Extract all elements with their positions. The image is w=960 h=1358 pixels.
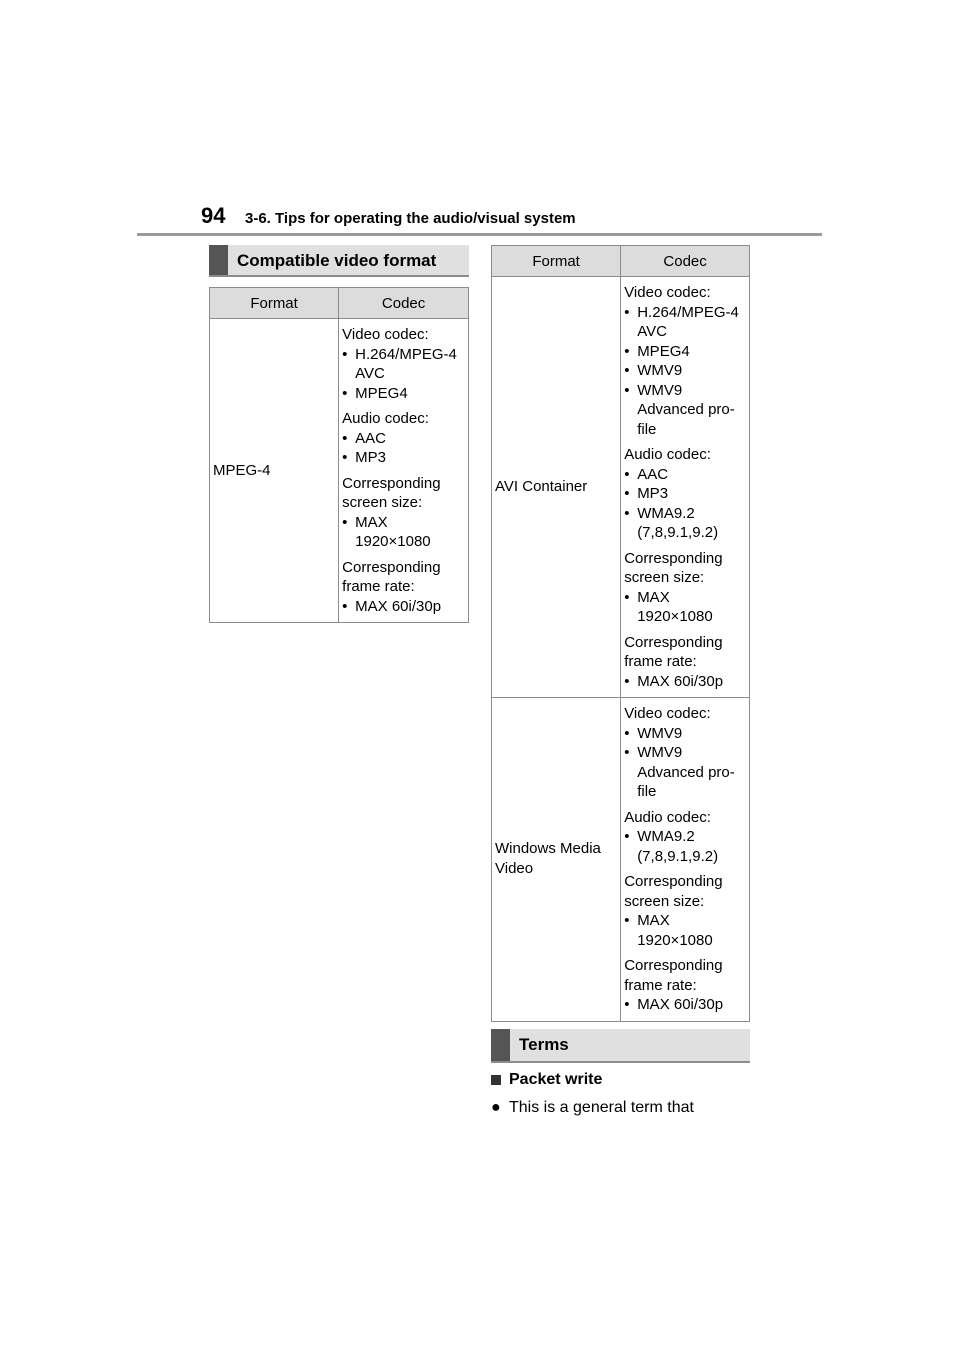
codec-group-label: Corresponding screen size:	[342, 474, 441, 511]
packet-write-title: Packet write	[509, 1071, 603, 1088]
codec-bullet-list	[624, 995, 745, 1015]
codec-group	[342, 409, 464, 468]
codec-column-header: Codec	[339, 288, 469, 319]
codec-group	[342, 325, 464, 403]
list-item: • MPEG4	[624, 342, 745, 362]
codec-cell	[339, 319, 469, 623]
page-number: 94	[201, 203, 226, 228]
terms-heading	[491, 1029, 750, 1063]
codec-group-label: Audio codec:	[624, 808, 711, 826]
codec-group-label: Corresponding frame rate:	[342, 558, 441, 595]
codec-bullet-list	[342, 597, 464, 617]
list-item: • MAX 1920×1080	[624, 911, 745, 950]
table-row	[492, 277, 750, 698]
header-rule	[137, 233, 822, 236]
codec-bullet-list	[342, 513, 464, 552]
codec-list	[624, 704, 745, 1015]
table-row	[210, 319, 469, 623]
list-item: • AAC	[342, 429, 464, 449]
heading-marker	[209, 245, 228, 275]
format-cell: MPEG-4	[210, 319, 339, 623]
video-format-table-continued	[491, 245, 750, 1022]
codec-group-label: Audio codec:	[342, 410, 429, 427]
codec-bullet-list	[624, 911, 745, 950]
codec-group-label: Audio codec:	[624, 446, 711, 463]
codec-column-header: Codec	[621, 246, 750, 277]
codec-group	[624, 956, 745, 1015]
codec-group-label: Corresponding frame rate:	[624, 957, 723, 994]
mpeg4-table	[209, 287, 469, 623]
list-item: • MAX 60i/30p	[624, 672, 745, 692]
list-item: • WMV9 Advanced pro-file	[624, 381, 745, 440]
list-item: • WMV9	[624, 361, 745, 381]
codec-bullet-list	[624, 465, 745, 543]
list-item: • MP3	[624, 484, 745, 504]
list-item: • WMV9	[624, 724, 745, 744]
packet-write-text: This is a general term that	[509, 1099, 694, 1116]
codec-cell	[621, 698, 750, 1022]
format-column-header: Format	[492, 246, 621, 277]
codec-group-label: Video codec:	[624, 705, 711, 722]
list-item: • WMV9 Advanced pro-file	[624, 743, 745, 802]
codec-bullet-list	[624, 303, 745, 440]
list-item: • WMA9.2 (7,8,9.1,9.2)	[624, 504, 745, 543]
table-row	[492, 698, 750, 1022]
packet-write-line	[491, 1099, 694, 1117]
heading-marker	[491, 1029, 510, 1061]
codec-group	[624, 872, 745, 950]
codec-bullet-list	[624, 827, 745, 866]
list-item: • MP3	[342, 448, 464, 468]
list-item: • MAX 60i/30p	[342, 597, 464, 617]
list-item: • MAX 60i/30p	[624, 995, 745, 1015]
list-item: • MPEG4	[342, 384, 464, 404]
codec-group-label: Video codec:	[624, 284, 711, 301]
format-cell: Windows Media Video	[492, 698, 621, 1022]
codec-group-label: Corresponding screen size:	[624, 549, 723, 586]
heading-text: Terms	[519, 1035, 569, 1054]
codec-group	[624, 704, 745, 802]
codec-group	[624, 283, 745, 439]
list-item: • AAC	[624, 465, 745, 485]
list-item: • MAX 1920×1080	[624, 588, 745, 627]
square-bullet-icon	[491, 1075, 501, 1085]
list-item: • MAX 1920×1080	[342, 513, 464, 552]
codec-group	[342, 558, 464, 617]
packet-write-title-line	[491, 1071, 602, 1089]
format-column-header: Format	[210, 288, 339, 319]
list-item: • H.264/MPEG-4 AVC	[624, 303, 745, 342]
codec-list	[342, 325, 464, 616]
codec-group	[624, 549, 745, 627]
codec-group-label: Corresponding screen size:	[624, 873, 723, 910]
round-bullet-icon: ●	[491, 1099, 501, 1116]
section-title: 3-6. Tips for operating the audio/visual system	[245, 210, 576, 227]
codec-group-label: Video codec:	[342, 326, 429, 343]
codec-cell	[621, 277, 750, 698]
list-item: • WMA9.2 (7,8,9.1,9.2)	[624, 827, 745, 866]
codec-group	[624, 633, 745, 692]
codec-group	[624, 445, 745, 543]
compatible-video-format-heading	[209, 245, 469, 277]
codec-bullet-list	[624, 588, 745, 627]
codec-bullet-list	[342, 345, 464, 404]
format-cell: AVI Container	[492, 277, 621, 698]
codec-group	[342, 474, 464, 552]
list-item: • H.264/MPEG-4 AVC	[342, 345, 464, 384]
heading-text: Compatible video format	[237, 251, 437, 270]
codec-bullet-list	[624, 672, 745, 692]
codec-list	[624, 283, 745, 691]
codec-group-label: Corresponding frame rate:	[624, 633, 723, 670]
codec-bullet-list	[624, 724, 745, 802]
codec-group	[624, 808, 745, 867]
codec-bullet-list	[342, 429, 464, 468]
